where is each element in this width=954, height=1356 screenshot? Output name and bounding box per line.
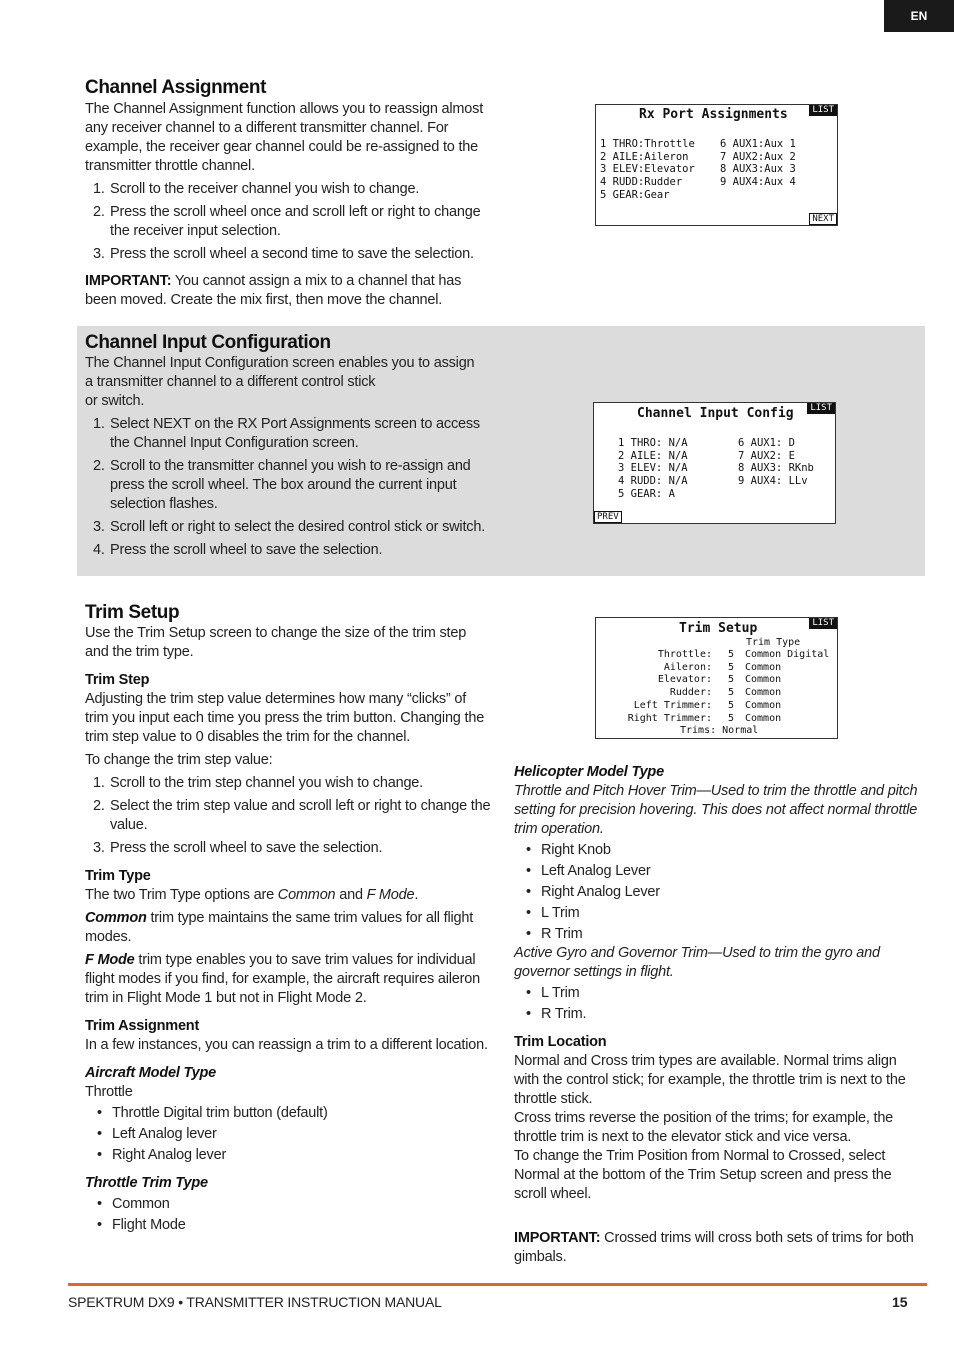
- channel-input-config-screen: [593, 402, 836, 524]
- trim-type-heading: Trim Type: [85, 868, 151, 884]
- helicopter-body: [514, 763, 922, 1267]
- prev-tag[interactable]: PREV: [594, 511, 622, 523]
- list-item: • R Trim: [514, 925, 922, 944]
- section-title-channel-input: Channel Input Configuration: [85, 332, 331, 353]
- trim-type-header: Trim Type: [746, 637, 801, 648]
- list-item: • Right Knob: [514, 841, 922, 860]
- trim-assignment-heading: Trim Assignment: [85, 1018, 200, 1034]
- rx-right-column: 6 AUX1:Aux 1 7 AUX2:Aux 2 8 AUX3:Aux 3 9 AUX4:Aux 4: [720, 138, 796, 189]
- footer-title: SPEKTRUM DX9 • TRANSMITTER INSTRUCTION MANUAL: [68, 1294, 442, 1310]
- list-item: • Flight Mode: [85, 1216, 493, 1235]
- aircraft-model-heading: Aircraft Model Type: [85, 1065, 217, 1081]
- trim-setup-body: [85, 624, 493, 1235]
- trim-step-heading: Trim Step: [85, 672, 150, 688]
- channel-input-body: [85, 354, 495, 560]
- list-tag[interactable]: LIST: [809, 105, 837, 116]
- trim-types-column: Common Digital Common Common Common Common Common: [745, 649, 830, 724]
- trim-location-important: IMPORTANT: Crossed trims will cross both sets of trims for both gimbals.: [514, 1230, 914, 1265]
- throttle-trim-heading: Throttle Trim Type: [85, 1175, 208, 1191]
- section-title-trim-setup: Trim Setup: [85, 602, 180, 623]
- hover-trim-list: [514, 841, 922, 944]
- aircraft-model-sub: Throttle: [85, 1084, 133, 1100]
- rx-port-assignments-screen: [595, 104, 838, 226]
- ci-right-column: 6 AUX1: D 7 AUX2: E 8 AUX3: RKnb 9 AUX4: LLv: [738, 437, 814, 488]
- trim-labels-column: Throttle: Aileron: Elevator: Rudder: Left Trimmer: Right Trimmer:: [627, 649, 712, 724]
- channel-input-intro-2: or switch.: [85, 393, 145, 409]
- rx-left-column: 1 THRO:Throttle 2 AILE:Aileron 3 ELEV:Elevator 4 RUDD:Rudder 5 GEAR:Gear: [600, 138, 695, 201]
- list-item: 2. Press the scroll wheel once and scroll left or right to change the receiver input selection.: [93, 204, 481, 239]
- trim-setup-screen: [595, 617, 838, 739]
- channel-assignment-body: [85, 100, 490, 310]
- list-item: 3. Press the scroll wheel to save the selection.: [93, 840, 383, 856]
- list-item: 1. Scroll to the receiver channel you wish to change.: [93, 181, 420, 197]
- channel-assignment-intro: The Channel Assignment function allows you to reassign almost any receiver channel to a different transmitter channel. For example, the receiver gear channel could be re-assigned to the transmitter throttle channel.: [85, 101, 484, 174]
- list-item: 2. Select the trim step value and scroll left or right to change the value.: [93, 798, 491, 833]
- screen-title: Trim Setup: [679, 621, 758, 636]
- footer-rule: [68, 1283, 927, 1286]
- trim-assignment-text: In a few instances, you can reassign a trim to a different location.: [85, 1037, 488, 1053]
- helicopter-hover-trim: Throttle and Pitch Hover Trim—Used to trim the throttle and pitch setting for precision hovering. This does not affect normal throttle trim operation.: [514, 783, 918, 837]
- list-item: 4. Press the scroll wheel to save the selection.: [93, 542, 383, 558]
- list-item: • Left Analog Lever: [514, 862, 922, 881]
- list-item: 1. Select NEXT on the RX Port Assignments screen to access the Channel Input Configuration screen.: [93, 416, 480, 451]
- list-tag[interactable]: LIST: [807, 403, 835, 414]
- channel-input-intro: The Channel Input Configuration screen enables you to assign a transmitter channel to a different control stick: [85, 355, 475, 390]
- channel-assignment-steps: [85, 180, 490, 264]
- trims-normal-selector[interactable]: Trims: Normal: [680, 725, 759, 736]
- list-item: 2. Scroll to the transmitter channel you wish to re-assign and press the scroll wheel. The box around the current input selection flashes.: [93, 458, 471, 512]
- list-item: 3. Scroll left or right to select the desired control stick or switch.: [93, 519, 486, 535]
- trim-setup-intro: Use the Trim Setup screen to change the size of the trim step and the trim type.: [85, 625, 467, 660]
- screen-title: Channel Input Config: [637, 406, 794, 421]
- helicopter-heading: Helicopter Model Type: [514, 764, 664, 780]
- trim-location-p3: To change the Trim Position from Normal to Crossed, select Normal at the bottom of the Trim Setup screen and press the scroll wheel.: [514, 1148, 892, 1202]
- throttle-trim-list: [85, 1195, 493, 1235]
- channel-assignment-important: IMPORTANT: You cannot assign a mix to a channel that has been moved. Create the mix first, then move the channel.: [85, 273, 462, 308]
- list-item: • Right Analog Lever: [514, 883, 922, 902]
- next-tag[interactable]: NEXT: [809, 213, 837, 225]
- list-item: • Common: [85, 1195, 493, 1214]
- trim-location-heading: Trim Location: [514, 1034, 607, 1050]
- list-item: • R Trim.: [514, 1005, 922, 1024]
- list-item: • Throttle Digital trim button (default): [85, 1104, 493, 1123]
- trim-step-text: Adjusting the trim step value determines how many “clicks” of trim you input each time you press the trim button. Changing the trim step value to 0 disables the trim for the channel.: [85, 691, 485, 745]
- trim-location-p1: Normal and Cross trim types are available. Normal trims align with the control stick; for example, the throttle trim is next to the throttle stick.: [514, 1053, 906, 1107]
- page-number: 15: [892, 1294, 908, 1310]
- section-title-channel-assignment: Channel Assignment: [85, 77, 267, 98]
- channel-input-steps: [85, 415, 495, 560]
- trim-step-lead: To change the trim step value:: [85, 752, 273, 768]
- helicopter-gyro-trim: Active Gyro and Governor Trim—Used to trim the gyro and governor settings in flight.: [514, 945, 880, 980]
- list-tag[interactable]: LIST: [809, 618, 837, 629]
- trim-type-text: The two Trim Type options are Common and F Mode.: [85, 887, 419, 903]
- aircraft-trim-list: [85, 1104, 493, 1165]
- fmode-description: F Mode trim type enables you to save trim values for individual flight modes if you find, for example, the aircraft requires aileron trim in Flight Mode 1 but not in Flight Mode 2.: [85, 952, 481, 1006]
- trim-steps-column: 5 5 5 5 5 5: [728, 649, 735, 724]
- list-item: 3. Press the scroll wheel a second time to save the selection.: [93, 246, 474, 262]
- trim-location-p2: Cross trims reverse the position of the trims; for example, the throttle trim is next to the elevator stick and vice versa.: [514, 1110, 894, 1145]
- screen-title: Rx Port Assignments: [639, 107, 788, 122]
- list-item: • Right Analog lever: [85, 1146, 493, 1165]
- common-description: Common trim type maintains the same trim values for all flight modes.: [85, 910, 474, 945]
- list-item: • Left Analog lever: [85, 1125, 493, 1144]
- trim-step-steps: [85, 774, 493, 858]
- ci-left-column: 1 THRO: N/A 2 AILE: N/A 3 ELEV: N/A 4 RUDD: N/A 5 GEAR: A: [618, 437, 688, 500]
- list-item: 1. Scroll to the trim step channel you wish to change.: [93, 775, 423, 791]
- list-item: • L Trim: [514, 984, 922, 1003]
- language-tab: EN: [884, 0, 954, 32]
- gyro-trim-list: [514, 984, 922, 1024]
- list-item: • L Trim: [514, 904, 922, 923]
